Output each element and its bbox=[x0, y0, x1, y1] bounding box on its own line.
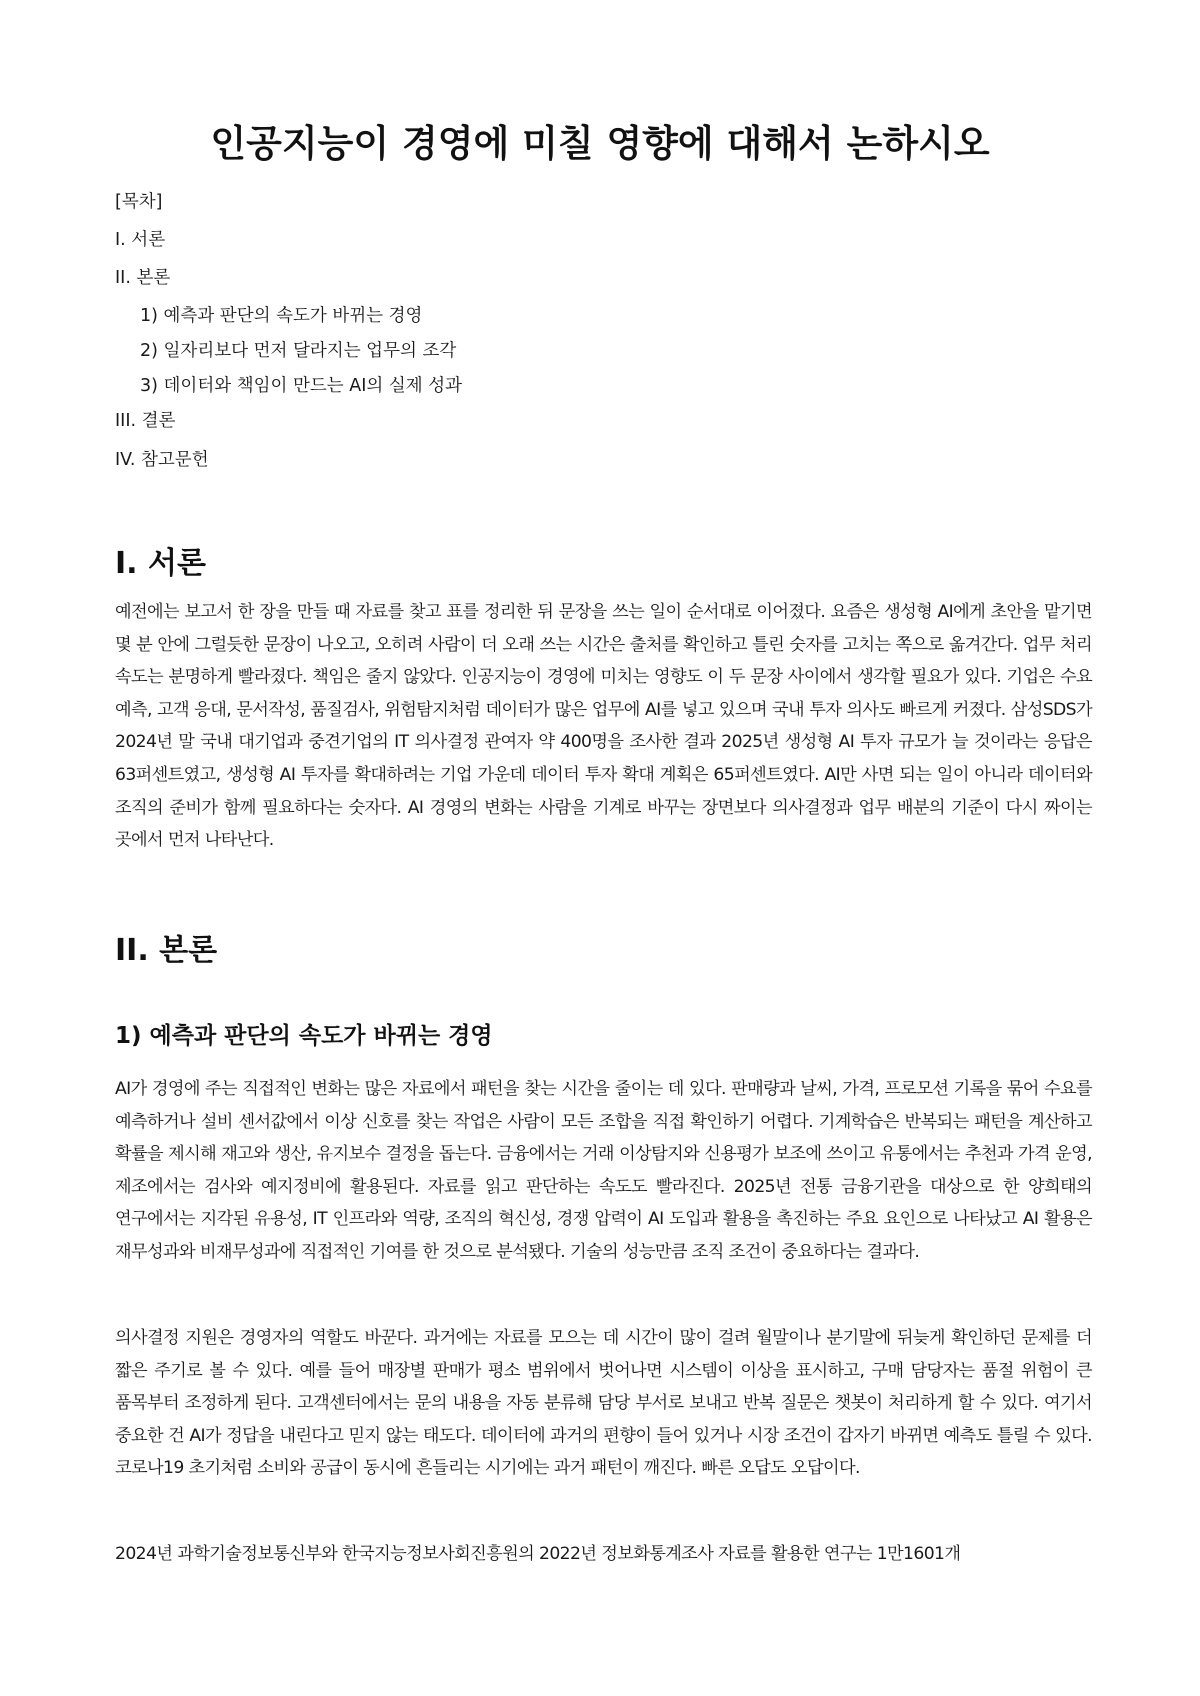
body-paragraph-1: AI가 경영에 주는 직접적인 변화는 많은 자료에서 패턴을 찾는 시간을 줄이는 데 있다. 판매량과 날씨, 가격, 프로모션 기록을 묶어 수요를 예측하거나 설비 센서값에서 이상 신호를 찾는 작업은 사람이 모든 조합을 직접 확인하기 어렵다. 기계학습은 반복되는 패턴을 계산하고 확률을 제시해 재고와 생산, 유지보수 결정을 돕는다. 금융에서는 거래 이상탐지와 신용평가 보조에 쓰이고 유통에서는 추천과 가격 운영, 제조에서는 검사와 예지정비에 활용된다. 자료를 읽고 판단하는 속도도 빨라진다. 2025년 전통 금융기관을 대상으로 한 양희태의 연구에서는 지각된 유용성, IT 인프라와 역량, 조직의 혁신성, 경쟁 압력이 AI 도입과 활용을 촉진하는 주요 요인으로 나타났고 AI 활용은 재무성과와 비재무성과에 직접적인 기여를 한 것으로 분석됐다. 기술의 성능만큼 조직 조건이 중요하다는 결과다. bbox=[115, 1079, 1092, 1262]
body-paragraph-2: 의사결정 지원은 경영자의 역할도 바꾼다. 과거에는 자료를 모으는 데 시간이 많이 걸려 월말이나 분기말에 뒤늦게 확인하던 문제를 더 짧은 주기로 볼 수 있다. 예를 들어 매장별 판매가 평소 범위에서 벗어나면 시스템이 이상을 표시하고, 구매 담당자는 품절 위험이 큰 품목부터 조정하게 된다. 고객센터에서는 문의 내용을 자동 분류해 담당 부서로 보내고 반복 질문은 챗봇이 처리하게 할 수 있다. 여기서 중요한 건 AI가 정답을 내린다고 믿지 않는 태도다. 데이터에 과거의 편향이 들어 있거나 시장 조건이 갑자기 바뀌면 예측도 틀릴 수 있다. 코로나19 초기처럼 소비와 공급이 동시에 흔들리는 시기에는 과거 패턴이 깨진다. 빠른 오답도 오답이다. bbox=[115, 1328, 1092, 1479]
toc-heading: [목차] bbox=[115, 192, 163, 212]
section-heading-body: II. 본론 bbox=[115, 933, 218, 968]
toc-item-intro: I. 서론 bbox=[115, 230, 166, 250]
intro-paragraph: 예전에는 보고서 한 장을 만들 때 자료를 찾고 표를 정리한 뒤 문장을 쓰는 일이 순서대로 이어졌다. 요즘은 생성형 AI에게 초안을 맡기면 몇 분 안에 그럴듯한 문장이 나오고, 오히려 사람이 더 오래 쓰는 시간은 출처를 확인하고 틀린 숫자를 고치는 쪽으로 옮겨간다. 업무 처리 속도는 분명하게 빨라졌다. 책임은 줄지 않았다. 인공지능이 경영에 미치는 영향도 이 두 문장 사이에서 생각할 필요가 있다. 기업은 수요 예측, 고객 응대, 문서작성, 품질검사, 위험탐지처럼 데이터가 많은 업무에 AI를 넣고 있으며 국내 투자 의사도 빠르게 커졌다. 삼성SDS가 2024년 말 국내 대기업과 중견기업의 IT 의사결정 관여자 약 400명을 조사한 결과 2025년 생성형 AI 투자 규모가 늘 것이라는 응답은 63퍼센트였고, 생성형 AI 투자를 확대하려는 기업 가운데 데이터 투자 확대 계획은 65퍼센트였다. AI만 사면 되는 일이 아니라 데이터와 조직의 준비가 함께 필요하다는 숫자다. AI 경영의 변화는 사람을 기계로 바꾸는 장면보다 의사결정과 업무 배분의 기준이 다시 짜이는 곳에서 먼저 나타난다. bbox=[115, 602, 1092, 851]
body-paragraph-3: 2024년 과학기술정보통신부와 한국지능정보사회진흥원의 2022년 정보화통계조사 자료를 활용한 연구는 1만1601개 bbox=[115, 1544, 961, 1564]
toc-item-body-sub3: 3) 데이터와 책임이 만드는 AI의 실제 성과 bbox=[140, 376, 463, 396]
subsection-heading-prediction: 1) 예측과 판단의 속도가 바뀌는 경영 bbox=[115, 1023, 493, 1049]
toc-item-body: II. 본론 bbox=[115, 268, 171, 288]
toc-item-conclusion: III. 결론 bbox=[115, 411, 176, 431]
toc-item-body-sub2: 2) 일자리보다 먼저 달라지는 업무의 조각 bbox=[140, 341, 457, 361]
section-heading-intro: I. 서론 bbox=[115, 546, 206, 581]
document-title: 인공지능이 경영에 미칠 영향에 대해서 논하시오 bbox=[210, 122, 990, 165]
toc-item-body-sub1: 1) 예측과 판단의 속도가 바뀌는 경영 bbox=[140, 306, 423, 326]
toc-item-references: IV. 참고문헌 bbox=[115, 450, 209, 470]
